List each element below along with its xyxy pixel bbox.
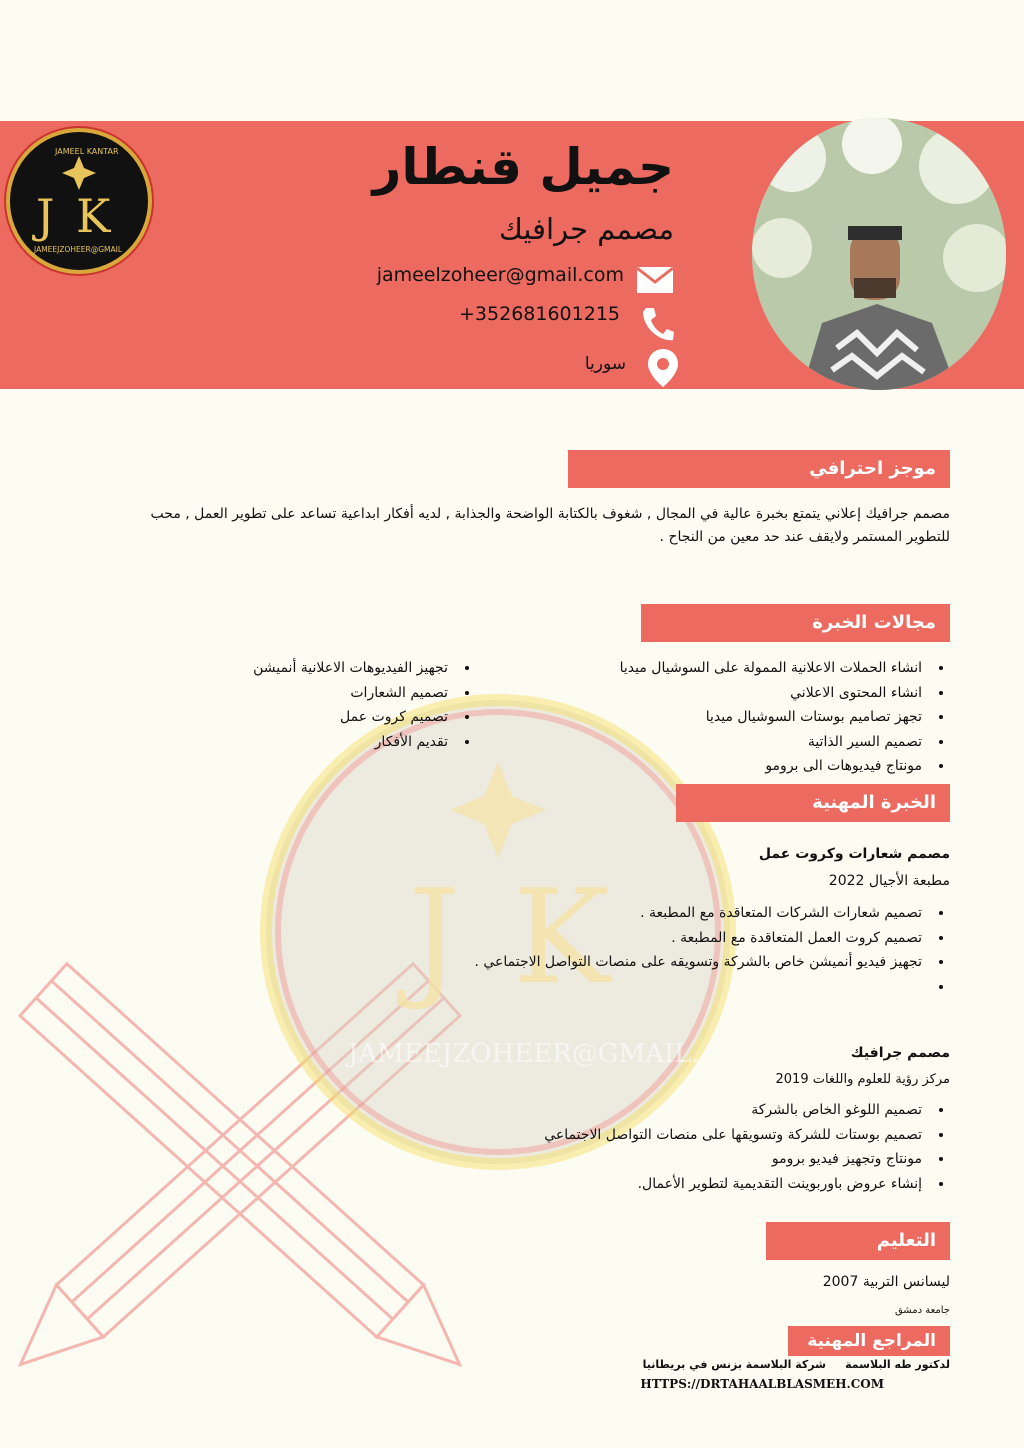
job-2-org: مركز رؤية للعلوم واللغات 2019: [775, 1072, 950, 1087]
expertise-list-right: [508, 656, 950, 779]
job-2-title: مصمم جرافيك: [850, 1045, 950, 1061]
list-item: • تصميم كروت عمل: [194, 705, 454, 730]
svg-text:JAMEEJZOHEER@GMAIL.: JAMEEJZOHEER@GMAIL.: [348, 1039, 700, 1069]
svg-text:J: J: [408, 861, 461, 1013]
education-degree: ليسانس التربية 2007: [822, 1274, 950, 1290]
phone-icon: [640, 306, 674, 344]
brand-logo: [10, 132, 148, 270]
job-2-duties: [368, 1098, 950, 1196]
mail-icon: [636, 266, 674, 294]
list-item: • تجهز تصاميم بوستات السوشيال ميديا: [508, 705, 928, 730]
summary-line-1: مصمم جرافيك إعلاني يتمتع بخبرة عالية في المجال , شغوف بالكتابة الواضحة والجذابة , لديه أفكار ابداعية تساعد على تطوير العمل , محب: [150, 506, 950, 522]
list-item: • تصميم شعارات الشركات المتعاقدة مع المطبعة .: [368, 901, 928, 926]
phone-text[interactable]: +352681601215: [459, 303, 620, 325]
list-item: • انشاء المحتوى الاعلاني: [508, 681, 928, 706]
job-role: مصمم جرافيك: [498, 212, 674, 246]
svg-text:JAMEEJZOHEER@GMAIL: JAMEEJZOHEER@GMAIL: [34, 245, 123, 254]
list-item: • تصميم اللوغو الخاص بالشركة: [368, 1098, 928, 1123]
location-text: سوريا: [584, 354, 626, 374]
email-text[interactable]: jameelzoheer@gmail.com: [376, 264, 624, 286]
list-item: • تصميم السير الذاتية: [508, 730, 928, 755]
list-item: • تجهيز الفيديوهات الاعلانية أنميشن: [194, 656, 454, 681]
location-pin-icon: [647, 348, 679, 388]
full-name: جميل قنطار: [372, 138, 674, 196]
experience-heading: الخبرة المهنية: [676, 784, 950, 822]
list-item: • مونتاج وتجهيز فيديو برومو: [368, 1147, 928, 1172]
job-1-duties: [368, 901, 950, 999]
list-item: • تصميم بوستات للشركة وتسويقها على منصات التواصل الاجتماعي: [368, 1123, 928, 1148]
svg-text:K: K: [76, 189, 111, 243]
list-item: • إنشاء عروض باوربوينت التقديمية لتطوير الأعمال.: [368, 1172, 928, 1197]
references-heading: المراجع المهنية: [788, 1326, 950, 1356]
list-item: • مونتاج فيديوهات الى برومو: [508, 754, 928, 779]
list-item: [368, 975, 928, 1000]
list-item: • تصميم كروت العمل المتعاقدة مع المطبعة .: [368, 926, 928, 951]
education-school: جامعة دمشق: [894, 1305, 950, 1316]
svg-text:K: K: [513, 861, 611, 1013]
list-item: • تجهيز فيديو أنميشن خاص بالشركة وتسويقه على منصات التواصل الاجتماعي .: [368, 950, 928, 975]
reference-line: لدكتور طه البلاسمة شركة البلاسمة بزنس في بريطانيا: [642, 1358, 950, 1371]
education-heading: التعليم: [766, 1222, 950, 1260]
job-1-title: مصمم شعارات وكروت عمل: [758, 846, 950, 862]
list-item: • تصميم الشعارات: [194, 681, 454, 706]
summary-heading: موجز احترافي: [568, 450, 950, 488]
job-1-org: مطبعة الأجيال 2022: [828, 873, 950, 889]
expertise-list-left: [194, 656, 476, 754]
expertise-heading: مجالات الخبرة: [641, 604, 950, 642]
reference-url[interactable]: HTTPS://DRTAHAALBLASMEH.COM: [640, 1377, 884, 1391]
summary-line-2: للتطوير المستمر ولايقف عند حد معين من النجاح .: [659, 529, 950, 545]
profile-photo: [752, 118, 1006, 390]
list-item: • تقديم الأفكار: [194, 730, 454, 755]
svg-text:J: J: [36, 189, 55, 243]
svg-text:JAMEEL KANTAR: JAMEEL KANTAR: [55, 147, 119, 156]
list-item: • انشاء الحملات الاعلانية الممولة على السوشيال ميديا: [508, 656, 928, 681]
